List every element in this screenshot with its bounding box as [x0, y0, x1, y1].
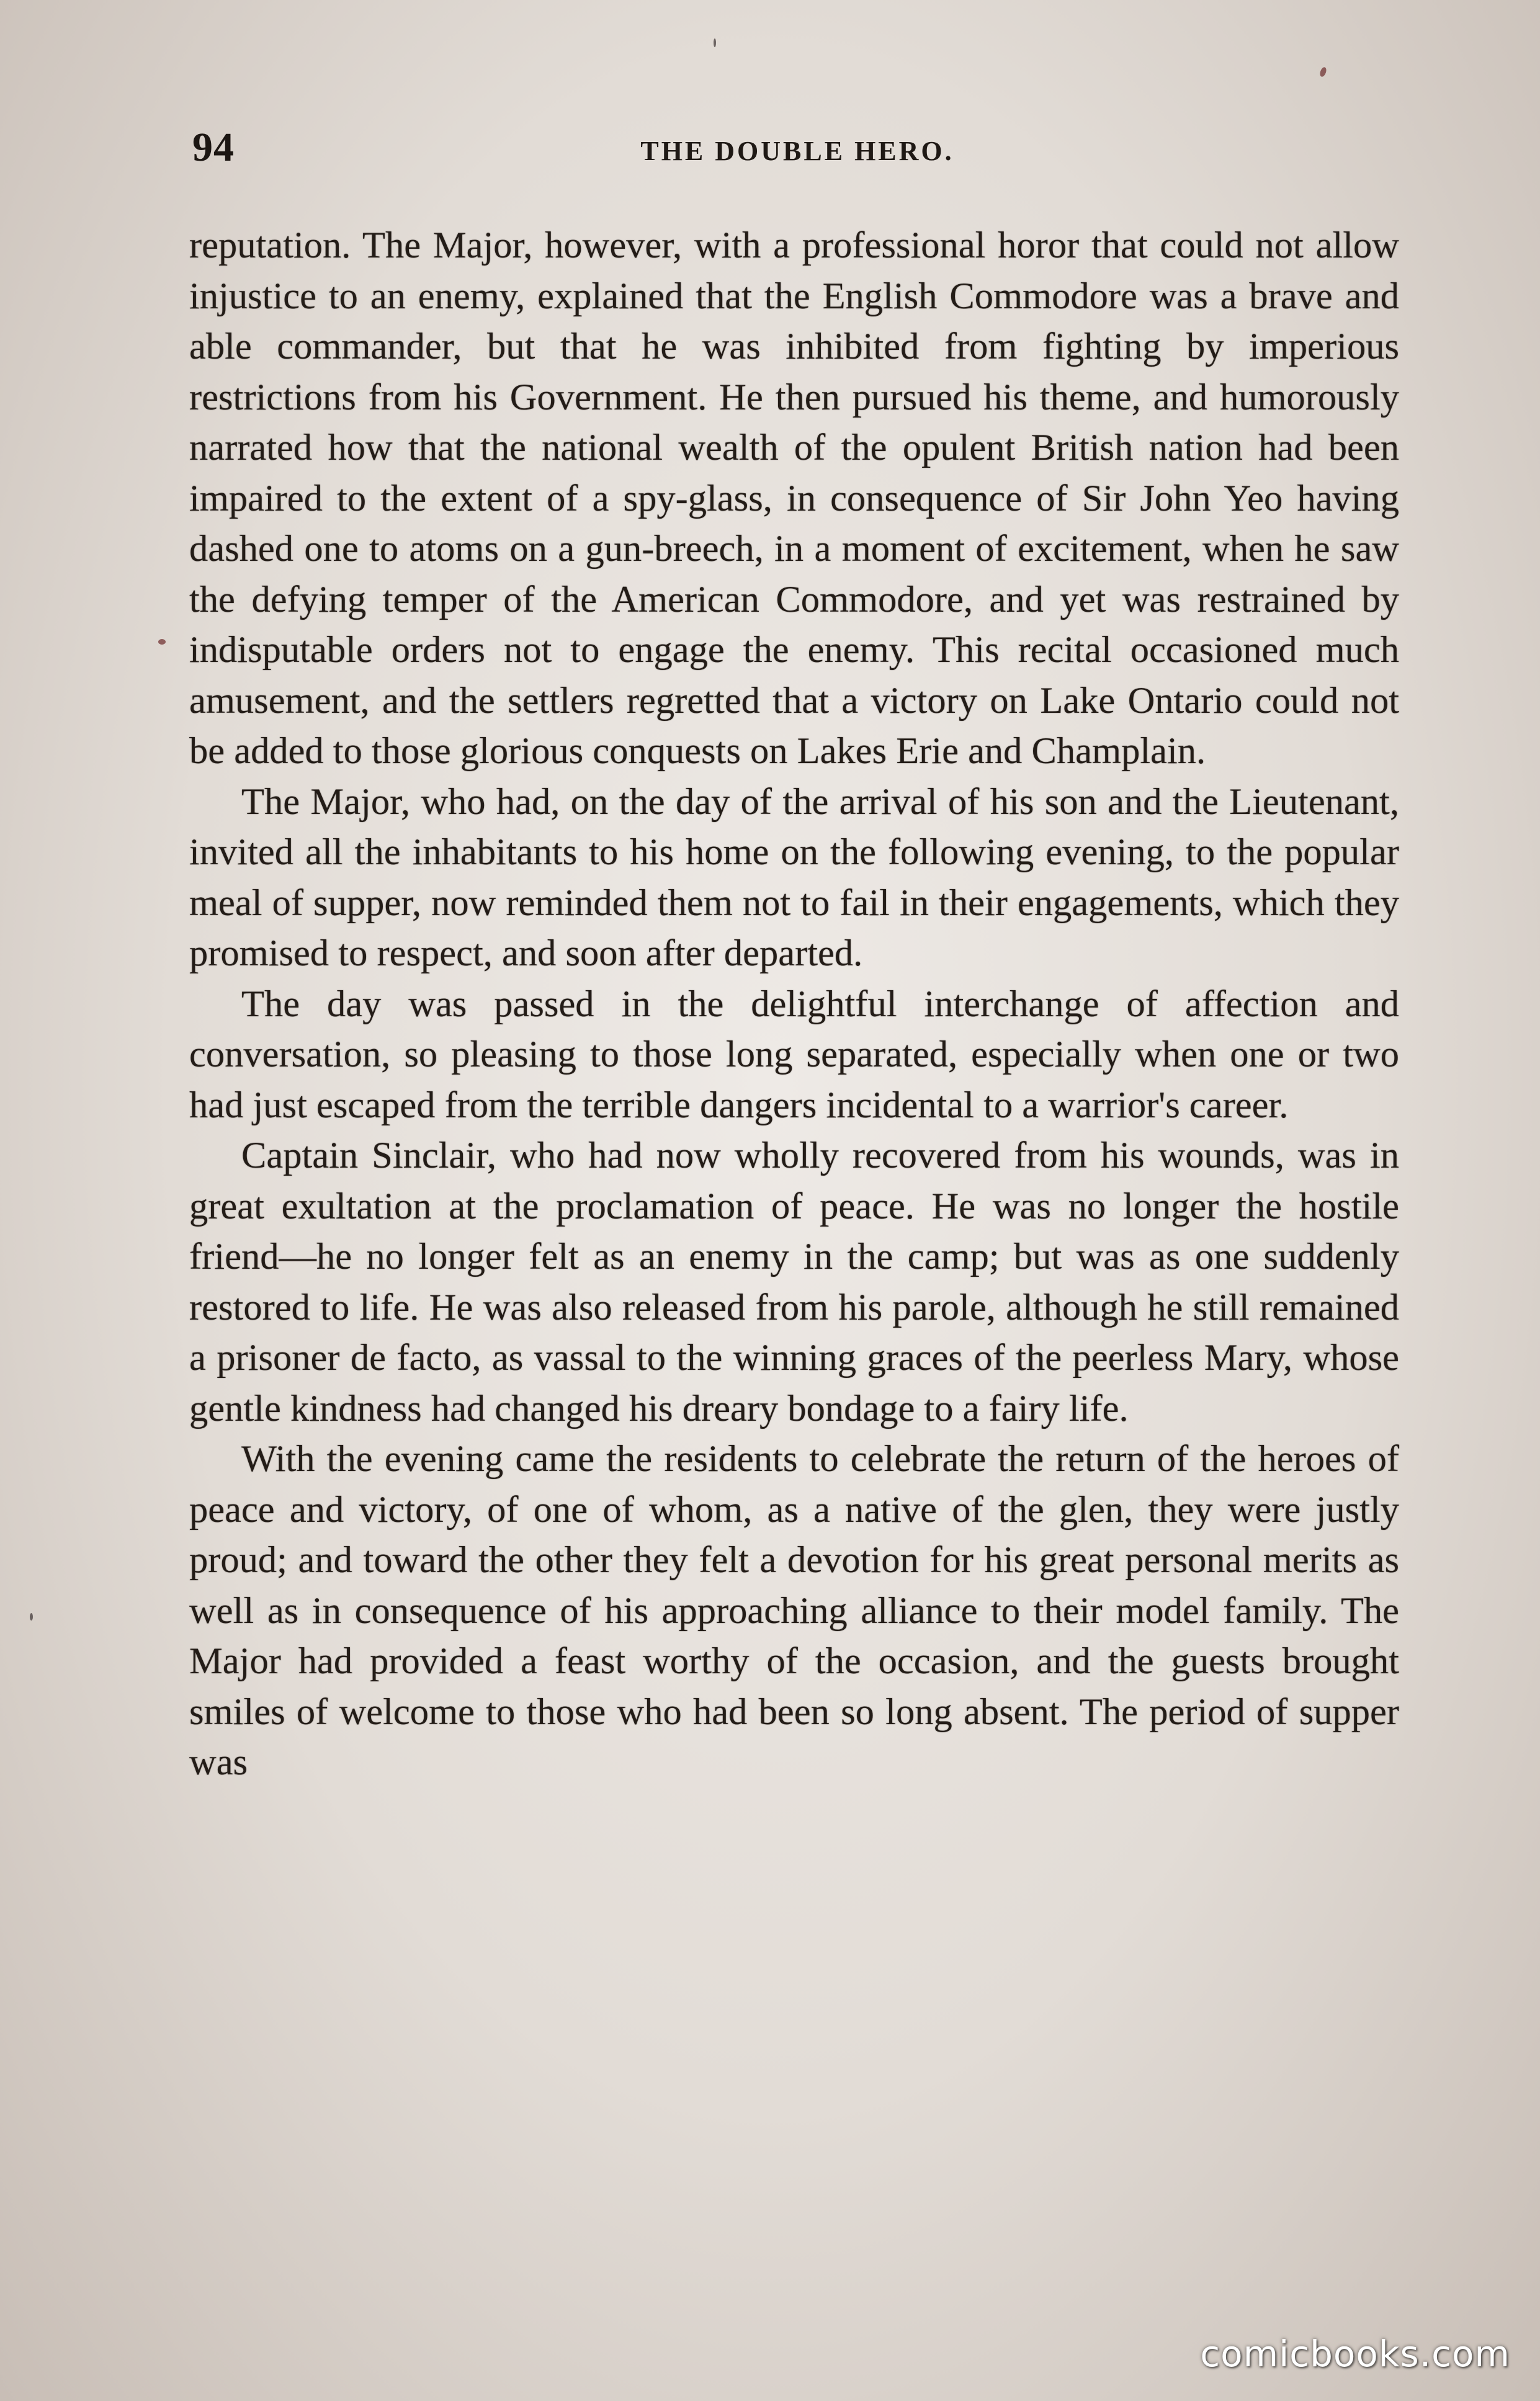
paragraph: Captain Sinclair, who had now wholly recovered from his wounds, was in great exultation at the proclamation of peace. He was no longer the hostile friend—he no longer felt as an enemy in the camp; but was as one suddenly restored to life. He was also released from his parole, although he still remained a prisoner de facto, as vassal to the winning graces of the peerless Mary, whose gentle kindness had changed his dreary bondage to a fairy life.	[189, 1135, 1399, 1429]
ink-speck	[1319, 66, 1328, 78]
paragraph: The Major, who had, on the day of the arrival of his son and the Lieutenant, invited all the inhabitants to his home on the following evening, to the popular meal of supper, now reminded them not to fail in their engagements, which they promised to respect, and soon after departed.	[189, 780, 1399, 974]
watermark: comicbooks.com	[1200, 2333, 1510, 2375]
page-header	[192, 124, 1402, 180]
ink-speck	[714, 38, 716, 47]
page-number: 94	[192, 125, 235, 170]
body-text	[189, 220, 1399, 1788]
paragraph: reputation. The Major, however, with a professional horor that could not allow injustice to an enemy, explained that the English Commodore was a brave and able commander, but that he was inhibited from fighting by imperious restrictions from his Government. He then pursued his theme, and humorously narrated how that the national wealth of the opulent British nation had been impaired to the extent of a spy-glass, in consequence of Sir John Yeo having dashed one to atoms on a gun-breech, in a moment of excitement, when he saw the defying temper of the American Commodore, and yet was restrained by indisputable orders not to engage the enemy. This recital occasioned much amusement, and the settlers regretted that a victory on Lake Ontario could not be added to those glorious conquests on Lakes Erie and Champlain.	[189, 225, 1399, 772]
paragraph: With the evening came the residents to celebrate the return of the heroes of peace and victory, of one of whom, as a native of the glen, they were justly proud; and toward the other they felt a devotion for his great personal merits as well as in consequence of his approaching alliance to their model family. The Major had provided a feast worthy of the occasion, and the guests brought smiles of welcome to those who had been so long absent. The period of supper was	[189, 1438, 1399, 1783]
ink-speck	[30, 1613, 33, 1621]
ink-speck	[158, 639, 166, 645]
running-title: THE DOUBLE HERO.	[640, 136, 954, 166]
paragraph: The day was passed in the delightful interchange of affection and conversation, so pleasing to those long separated, especially when one or two had just escaped from the terrible dangers incidental to a warrior's career.	[189, 983, 1399, 1126]
